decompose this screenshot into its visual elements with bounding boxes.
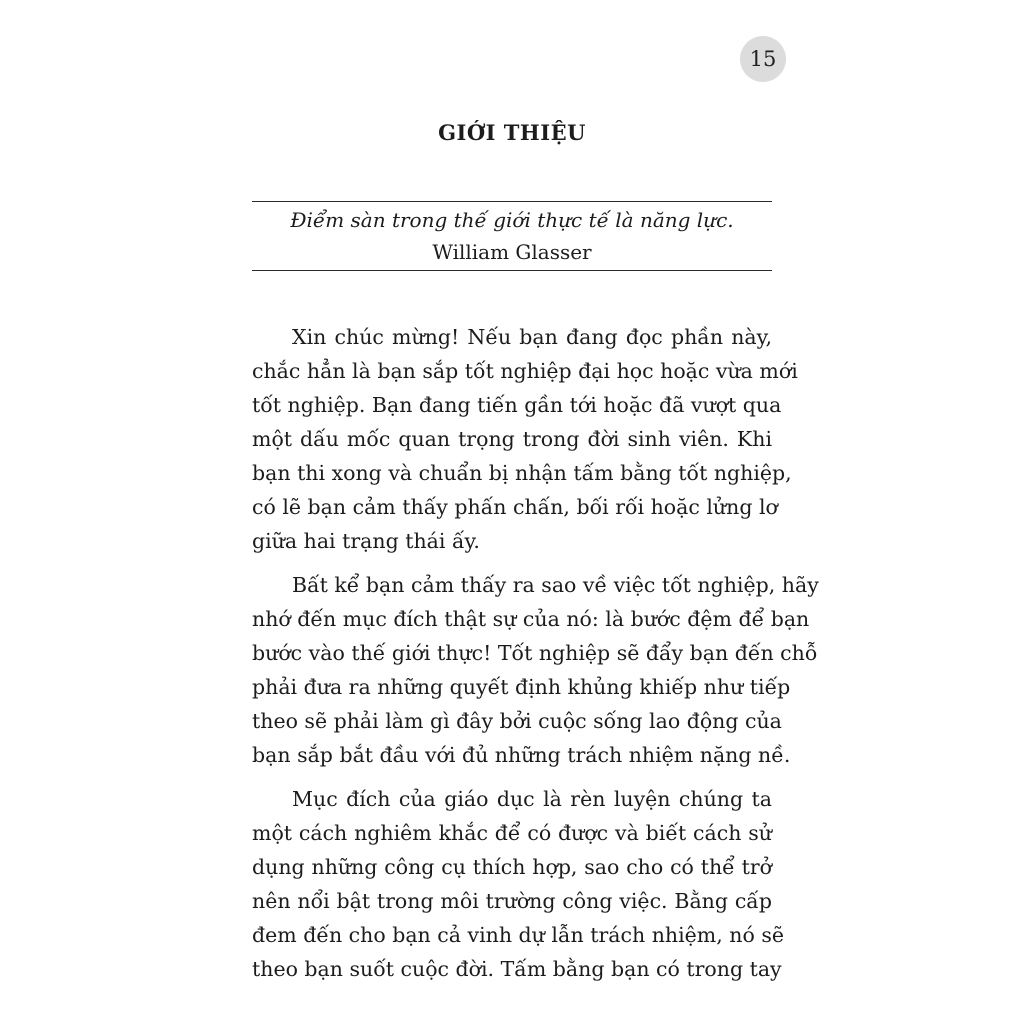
text-line: Bất kể bạn cảm thấy ra sao về việc tốt nghiệp, hãy: [292, 573, 819, 597]
text-line: có lẽ bạn cảm thấy phấn chấn, bối rối hoặc lửng lơ: [252, 495, 778, 519]
text-line: theo bạn suốt cuộc đời. Tấm bằng bạn có trong tay: [252, 957, 782, 981]
paragraph-gap: [252, 772, 772, 782]
text-line: nên nổi bật trong môi trường công việc. Bằng cấp: [252, 889, 772, 913]
epigraph-quote: Điểm sàn trong thế giới thực tế là năng lực.: [290, 208, 734, 232]
text-line: một dấu mốc quan trọng trong đời sinh viên. Khi: [252, 427, 772, 451]
text-line: phải đưa ra những quyết định khủng khiếp như tiếp: [252, 675, 791, 699]
body-text: [252, 320, 819, 986]
paragraph-2: [252, 568, 819, 772]
text-line: theo sẽ phải làm gì đây bởi cuộc sống lao động của: [252, 709, 782, 733]
text-line: bạn thi xong và chuẩn bị nhận tấm bằng tốt nghiệp,: [252, 461, 792, 485]
text-line: bạn sắp bắt đầu với đủ những trách nhiệm nặng nề.: [252, 743, 791, 767]
text-line: bước vào thế giới thực! Tốt nghiệp sẽ đẩy bạn đến chỗ: [252, 641, 818, 665]
epigraph-top-rule: [252, 201, 772, 202]
text-line: dụng những công cụ thích hợp, sao cho có thể trở: [252, 855, 772, 879]
text-line: chắc hẳn là bạn sắp tốt nghiệp đại học hoặc vừa mới: [252, 359, 798, 383]
text-line: Mục đích của giáo dục là rèn luyện chúng ta: [292, 787, 772, 811]
epigraph-author: William Glasser: [432, 240, 592, 264]
text-line: giữa hai trạng thái ấy.: [252, 529, 480, 553]
text-line: Xin chúc mừng! Nếu bạn đang đọc phần này,: [292, 325, 772, 349]
text-line: đem đến cho bạn cả vinh dự lẫn trách nhiệm, nó sẽ: [252, 923, 784, 947]
paragraph-gap: [252, 558, 772, 568]
text-line: tốt nghiệp. Bạn đang tiến gần tới hoặc đã vượt qua: [252, 393, 782, 417]
paragraph-1: [252, 320, 798, 558]
chapter-title: GIỚI THIỆU: [438, 120, 586, 145]
page-number: 15: [740, 36, 786, 82]
text-line: một cách nghiêm khắc để có được và biết cách sử: [252, 821, 772, 845]
epigraph-bottom-rule: [252, 270, 772, 271]
text-line: nhớ đến mục đích thật sự của nó: là bước đệm để bạn: [252, 607, 810, 631]
paragraph-3: [252, 782, 784, 986]
